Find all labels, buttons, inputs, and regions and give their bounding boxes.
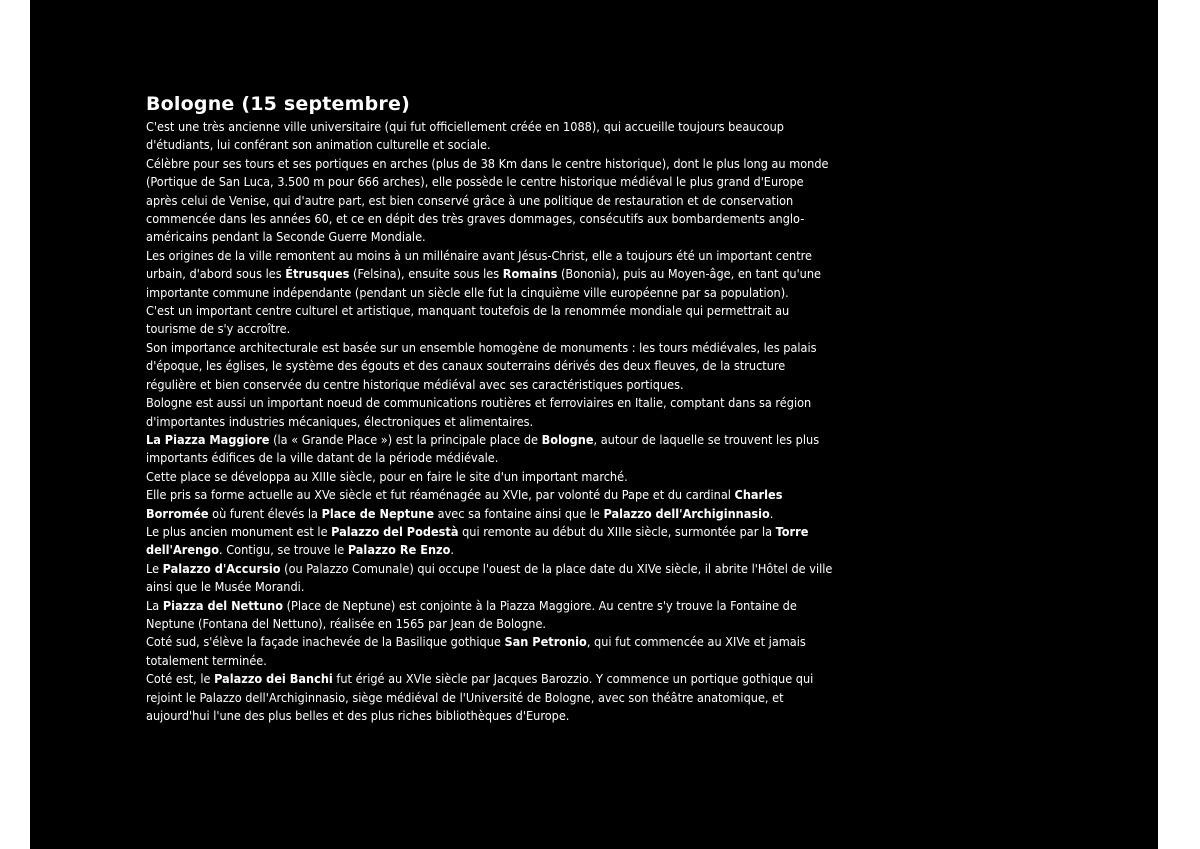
paragraph bbox=[146, 670, 836, 725]
bold-text: Romains bbox=[502, 266, 558, 282]
bold-text: La Piazza Maggiore bbox=[146, 431, 270, 447]
text-run: . Contigu, se trouve le bbox=[219, 542, 348, 558]
paragraph bbox=[146, 560, 836, 597]
text-run: La bbox=[146, 597, 163, 613]
bold-text: Bologne bbox=[541, 431, 594, 447]
paragraph bbox=[146, 486, 836, 523]
bold-text: Palazzo Re Enzo bbox=[347, 542, 451, 558]
text-run: Coté sud, s'élève la façade inachevée de la Basilique gothique bbox=[146, 634, 505, 650]
bold-text: Palazzo d'Accursio bbox=[162, 560, 281, 576]
text-run: où furent élevés la bbox=[208, 505, 322, 521]
paragraph bbox=[146, 468, 836, 486]
text-run: C'est une très ancienne ville universitaire (qui fut officiellement créée en 1088), qui accueille toujours beaucoup d'étudiants, lui conférant son animation culturelle et sociale. bbox=[146, 119, 784, 153]
bold-text: Palazzo dell'Archiginnasio bbox=[603, 505, 770, 521]
paragraph bbox=[146, 302, 836, 339]
text-run: Le bbox=[146, 560, 163, 576]
text-run: Bologne est aussi un important noeud de communications routières et ferroviaires en Italie, comptant dans sa région d'importantes industries mécaniques, électroniques et alimentaires. bbox=[146, 395, 812, 429]
text-run: (Felsina), ensuite sous les bbox=[349, 266, 503, 282]
paragraph bbox=[146, 247, 836, 302]
text-run: Coté est, le bbox=[146, 671, 215, 687]
paragraph bbox=[146, 597, 836, 634]
bold-text: Palazzo dei Banchi bbox=[214, 671, 333, 687]
slide-page bbox=[30, 0, 1158, 849]
text-run: Cette place se développa au XIIIe siècle, pour en faire le site d'un important marché. bbox=[146, 468, 628, 484]
text-run: Les origines de la ville remontent au moins à un millénaire avant Jésus-Christ, elle a toujours été un important centre urbain, d'abord sous les bbox=[146, 247, 812, 282]
paragraph bbox=[146, 394, 836, 431]
text-run: , qui fut commencée au XIVe et jamais totalement terminée. bbox=[146, 634, 806, 668]
text-run: qui remonte au début du XIIIe siècle, surmontée par la bbox=[458, 523, 776, 539]
bold-text: San Petronio bbox=[504, 634, 587, 650]
text-run: (Bononia), puis au Moyen-âge, en tant qu'une importante commune indépendante (pendant un siècle elle fut la cinquième ville européenne par sa population). bbox=[146, 266, 822, 300]
text-run: Le plus ancien monument est le bbox=[146, 523, 332, 539]
paragraph bbox=[146, 431, 836, 468]
paragraph bbox=[146, 523, 836, 560]
text-run: (ou Palazzo Comunale) qui occupe l'ouest de la place date du XIVe siècle, il abrite l'Hôtel de ville ainsi que le Musée Morandi. bbox=[146, 560, 833, 595]
document-content bbox=[146, 92, 836, 725]
bold-text: Place de Neptune bbox=[321, 505, 435, 521]
paragraph bbox=[146, 339, 836, 394]
document-body bbox=[146, 118, 836, 725]
text-run: avec sa fontaine ainsi que le bbox=[434, 505, 604, 521]
text-run: Elle pris sa forme actuelle au XVe siècle et fut réaménagée au XVIe, par volonté du Pape et du cardinal bbox=[146, 487, 735, 503]
bold-text: Palazzo del Podestà bbox=[331, 523, 459, 539]
text-run: . bbox=[450, 542, 455, 558]
text-run: (Place de Neptune) est conjointe à la Piazza Maggiore. Au centre s'y trouve la Fontaine de Neptune (Fontana del Nettuno), réalisée en 1565 par Jean de Bologne. bbox=[146, 597, 797, 631]
bold-text: Étrusques bbox=[285, 266, 350, 282]
text-run: Célèbre pour ses tours et ses portiques en arches (plus de 38 Km dans le centre historique), dont le plus long au monde (Portique de San Luca, 3.500 m pour 666 arches), elle possède le centre historique médiéval le plus grand d'Europe après celui de Venise, qui d'autre part, est bien conservé grâce à une politique de restauration et de conservation commencée dans les années 60, et ce en dépit des très graves dommages, consécutifs aux bombardements anglo-américains pendant la Seconde Guerre Mondiale. bbox=[146, 155, 829, 245]
paragraph bbox=[146, 633, 836, 670]
page-title: Bologne (15 septembre) bbox=[146, 93, 410, 115]
bold-text: Piazza del Nettuno bbox=[162, 597, 283, 613]
text-run: C'est un important centre culturel et artistique, manquant toutefois de la renommée mondiale qui permettrait au tourisme de s'y accroître. bbox=[146, 303, 790, 337]
paragraph bbox=[146, 155, 836, 247]
text-run: , autour de laquelle se trouvent les plus importants édifices de la ville datant de la période médiévale. bbox=[146, 431, 820, 466]
paragraph bbox=[146, 118, 836, 155]
text-run: . bbox=[769, 505, 774, 521]
bold-text: Torre dell'Arengo bbox=[146, 523, 809, 558]
bold-text: Charles Borromée bbox=[146, 487, 783, 521]
text-run: fut érigé au XVIe siècle par Jacques Barozzio. Y commence un portique gothique qui rejoint le Palazzo dell'Archiginnasio, siège médiéval de l'Université de Bologne, avec son théâtre anatomique, et aujourd'hui l'une des plus belles et des plus riches bibliothèques d'Europe. bbox=[146, 671, 814, 723]
text-run: Son importance architecturale est basée sur un ensemble homogène de monuments : les tours médiévales, les palais d'époque, les églises, le système des égouts et des canaux souterrains dérivés des deux fleuves, de la structure régulière et bien conservée du centre historique médiéval avec ses caractéristiques portiques. bbox=[146, 339, 817, 392]
text-run: (la « Grande Place ») est la principale place de bbox=[269, 431, 542, 447]
